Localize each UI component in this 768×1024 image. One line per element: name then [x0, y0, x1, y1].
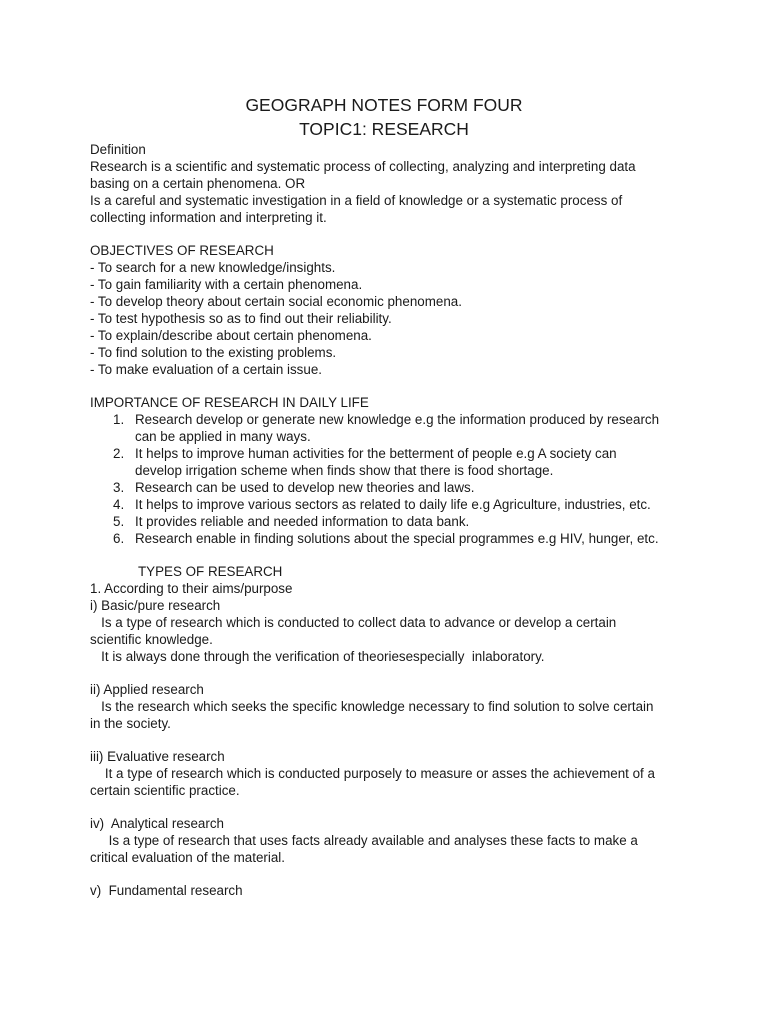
research-type-analytical — [90, 815, 690, 866]
types-section — [90, 563, 690, 899]
list-item-line: Research enable in finding solutions about the special programmes e.g HIV, hunger, etc. — [135, 531, 659, 546]
types-subheading: 1. According to their aims/purpose — [90, 581, 293, 596]
list-item-line: Research develop or generate new knowledge e.g the information produced by research — [135, 412, 660, 427]
research-type-applied — [90, 681, 690, 732]
types-heading: TYPES OF RESEARCH — [138, 564, 283, 579]
paragraph-line: certain scientific practice. — [90, 783, 240, 798]
paragraph-line: It a type of research which is conducted purposely to measure or asses the achievement of a — [90, 766, 655, 781]
list-item: - To develop theory about certain social economic phenomena. — [90, 294, 462, 309]
objectives-heading: OBJECTIVES OF RESEARCH — [90, 243, 274, 258]
list-item-line: develop irrigation scheme when finds show that there is food shortage. — [135, 463, 554, 478]
research-type-title: iii) Evaluative research — [90, 749, 225, 764]
list-number: 5. — [113, 514, 125, 529]
list-item: - To explain/describe about certain phenomena. — [90, 328, 372, 343]
list-item — [90, 479, 690, 496]
list-item: - To search for a new knowledge/insights. — [90, 260, 336, 275]
list-item: - To make evaluation of a certain issue. — [90, 362, 322, 377]
paragraph-line: in the society. — [90, 716, 171, 731]
list-item-line: It helps to improve various sectors as related to daily life e.g Agriculture, industries, etc. — [135, 497, 651, 512]
importance-section — [90, 394, 690, 547]
list-number: 3. — [113, 480, 125, 495]
objectives-section — [90, 242, 690, 378]
list-item-line: It provides reliable and needed information to data bank. — [135, 514, 470, 529]
research-type-title: ii) Applied research — [90, 682, 204, 697]
list-item — [90, 530, 690, 547]
list-number: 1. — [113, 412, 125, 427]
list-item — [90, 445, 690, 479]
list-item — [90, 496, 690, 513]
research-type-evaluative — [90, 748, 690, 799]
list-item-line: It helps to improve human activities for the betterment of people e.g A society can — [135, 446, 617, 461]
paragraph-line: Research is a scientific and systematic process of collecting, analyzing and interpreting data — [90, 159, 636, 174]
list-item: - To test hypothesis so as to find out their reliability. — [90, 311, 392, 326]
importance-heading: IMPORTANCE OF RESEARCH IN DAILY LIFE — [90, 395, 369, 410]
paragraph-line: Is the research which seeks the specific knowledge necessary to find solution to solve certain — [90, 699, 654, 714]
research-type-title: iv) Analytical research — [90, 816, 224, 831]
list-item: - To find solution to the existing problems. — [90, 345, 337, 360]
importance-list — [90, 411, 690, 547]
research-type-title: v) Fundamental research — [90, 883, 243, 898]
research-type-fundamental — [90, 882, 690, 899]
list-item — [90, 513, 690, 530]
list-item-line: can be applied in many ways. — [135, 429, 311, 444]
paragraph-line: It is always done through the verification of theoriesespecially inlaboratory. — [90, 649, 545, 664]
paragraph-line: Is a careful and systematic investigation in a field of knowledge or a systematic process of — [90, 193, 623, 208]
research-type-basic — [90, 597, 690, 665]
paragraph-line: critical evaluation of the material. — [90, 850, 286, 865]
document-title: GEOGRAPH NOTES FORM FOUR — [245, 95, 523, 115]
paragraph-line: basing on a certain phenomena. OR — [90, 176, 306, 191]
list-number: 2. — [113, 446, 125, 461]
paragraph-line: Is a type of research which is conducted to collect data to advance or develop a certain — [90, 615, 617, 630]
paragraph-line: collecting information and interpreting it. — [90, 210, 327, 225]
list-item — [90, 411, 690, 445]
list-item: - To gain familiarity with a certain phenomena. — [90, 277, 363, 292]
paragraph-line: Is a type of research that uses facts already available and analyses these facts to make a — [90, 833, 638, 848]
list-item-line: Research can be used to develop new theories and laws. — [135, 480, 475, 495]
paragraph-line: scientific knowledge. — [90, 632, 213, 647]
definition-heading: Definition — [90, 142, 146, 157]
list-number: 6. — [113, 531, 125, 546]
definition-section — [90, 141, 690, 226]
list-number: 4. — [113, 497, 125, 512]
research-type-title: i) Basic/pure research — [90, 598, 221, 613]
document-body — [90, 141, 690, 899]
topic-title: TOPIC1: RESEARCH — [299, 119, 469, 139]
